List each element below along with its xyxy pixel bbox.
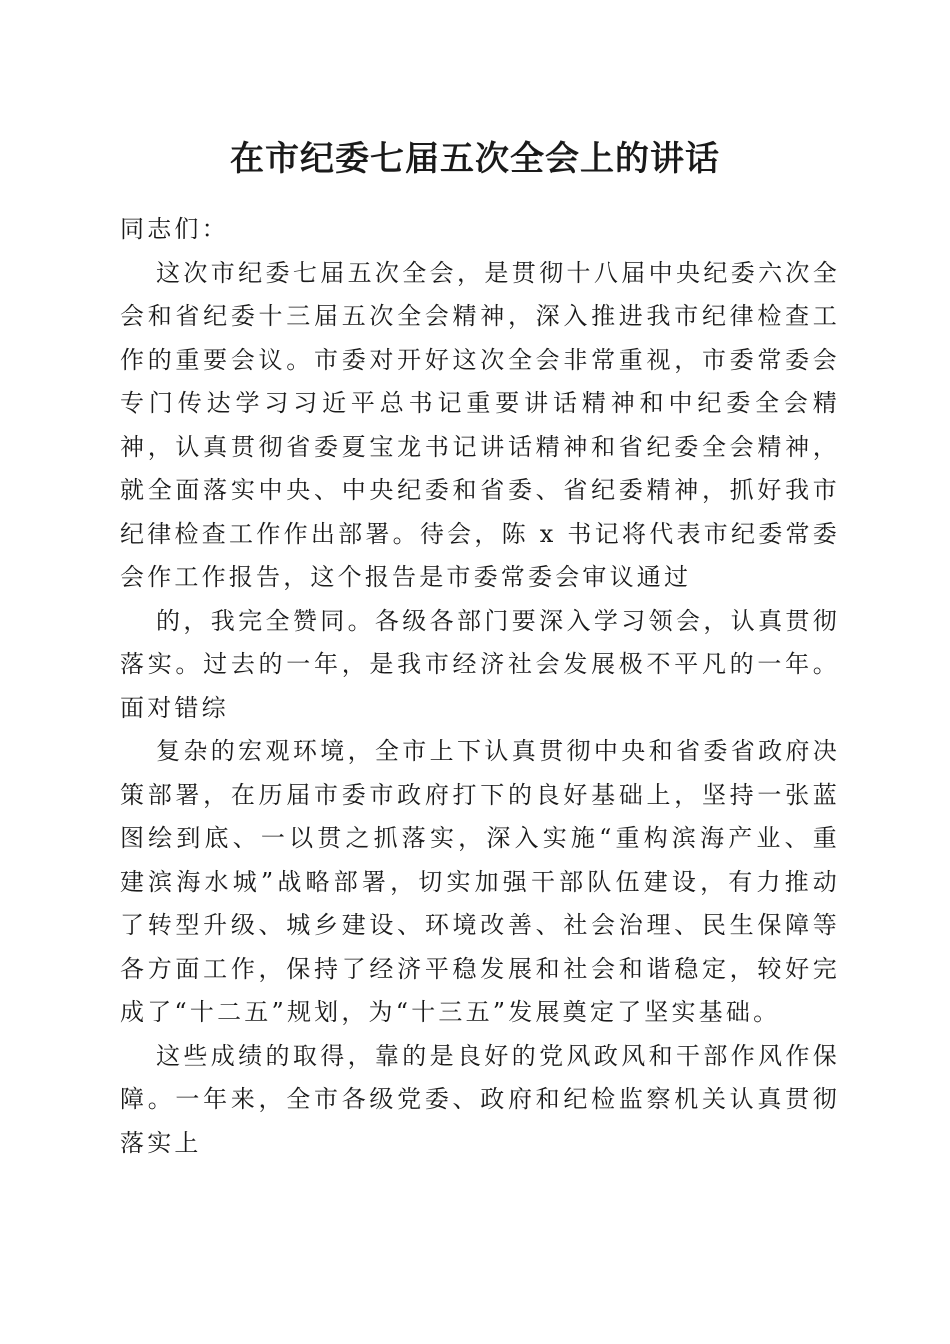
document-title: 在市纪委七届五次全会上的讲话 bbox=[230, 139, 720, 179]
paragraph: 复杂的宏观环境，全市上下认真贯彻中央和省委省政府决策部署，在历届市委市政府打下的良好基础上，坚持一张蓝图绘到底、一以贯之抓落实，深入实施“重构滨海产业、重建滨海水城”战略部署，切实加强干部队伍建设，有力推动了转型升级、城乡建设、环境改善、社会治理、民生保障等各方面工作，保持了经济平稳发展和社会和谐稳定，较好完成了“十二五”规划，为“十三五”发展奠定了坚实基础。 bbox=[120, 737, 840, 1026]
paragraph: 这些成绩的取得，靠的是良好的党风政风和干部作风作保障。一年来，全市各级党委、政府和纪检监察机关认真贯彻落实上 bbox=[120, 1041, 840, 1157]
paragraph: 这次市纪委七届五次全会，是贯彻十八届中央纪委六次全会和省纪委十三届五次全会精神，深入推进我市纪律检查工作的重要会议。市委对开好这次全会非常重视，市委常委会专门传达学习习近平总书记重要讲话精神和中纪委全会精神，认真贯彻省委夏宝龙书记讲话精神和省纪委全会精神，就全面落实中央、中央纪委和省委、省纪委精神，抓好我市纪律检查工作作出部署。待会，陈 x 书记将代表市纪委常委会作工作报告，这个报告是市委常委会审议通过 bbox=[120, 258, 840, 591]
document-body bbox=[120, 208, 840, 1165]
paragraph: 的，我完全赞同。各级各部门要深入学习领会，认真贯彻落实。过去的一年，是我市经济社会发展极不平凡的一年。面对错综 bbox=[120, 606, 840, 722]
salutation: 同志们： bbox=[120, 215, 229, 243]
